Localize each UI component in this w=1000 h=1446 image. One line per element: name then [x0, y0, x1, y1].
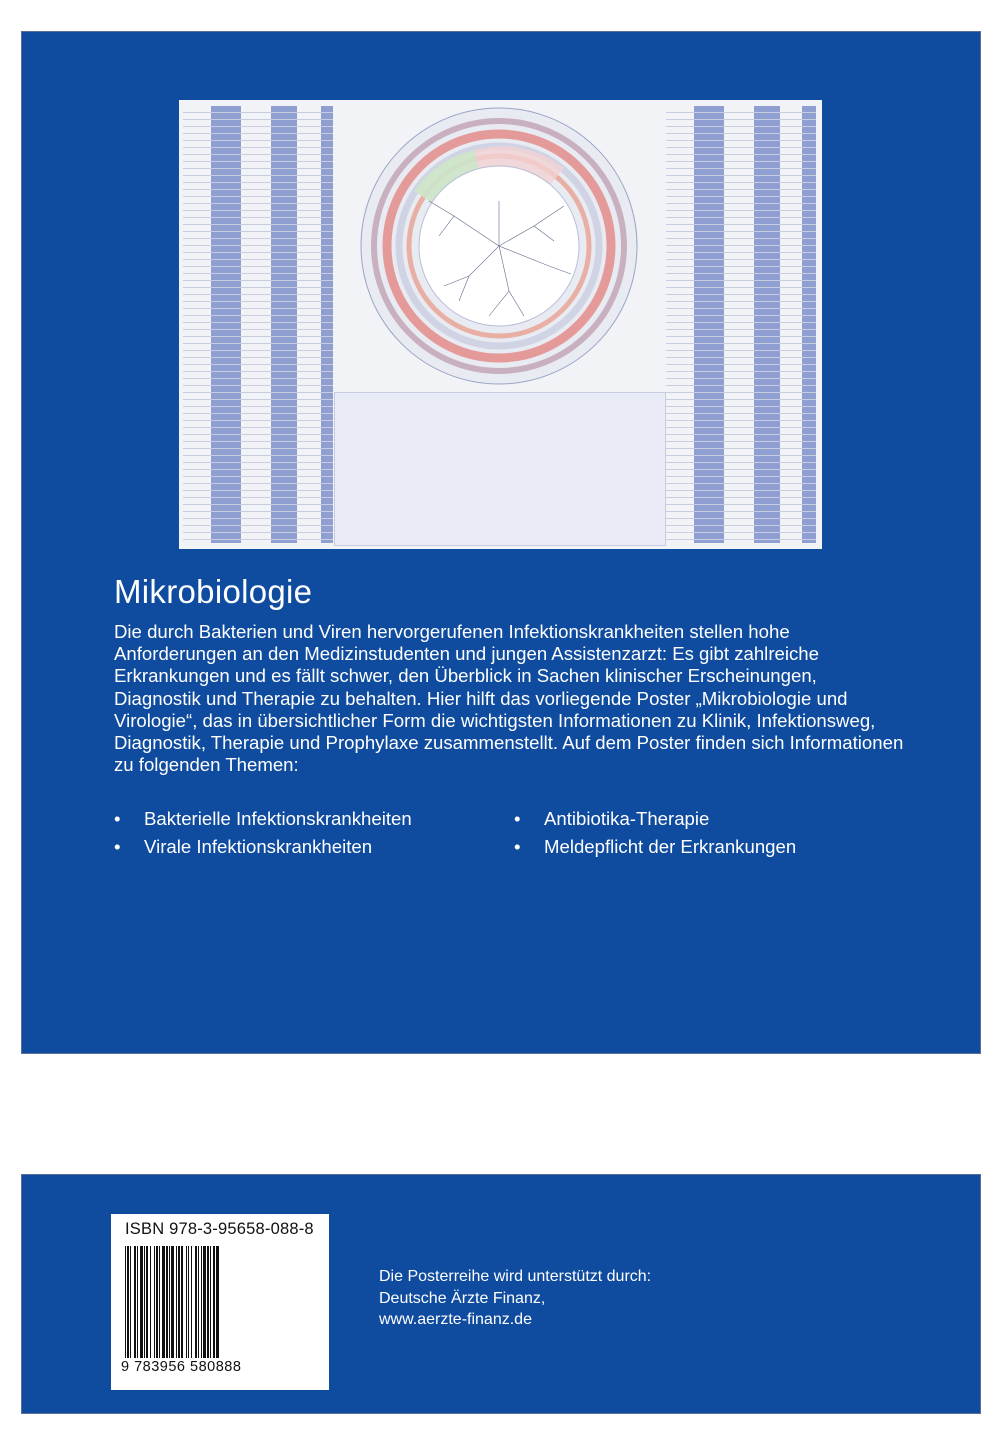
poster-thumbnail — [179, 100, 822, 549]
topic-label: Bakterielle Infektionskrankheiten — [144, 808, 412, 829]
list-item — [514, 808, 914, 830]
isbn-number: ISBN 978-3-95658-088-8 — [125, 1220, 314, 1238]
poster-left-table — [183, 106, 333, 543]
poster-circular-chart — [359, 106, 639, 391]
topic-label: Meldepflicht der Erkrankungen — [544, 836, 797, 857]
topic-list — [114, 808, 914, 858]
cover-top-panel — [21, 31, 981, 1054]
sponsor-line: www.aerzte-finanz.de — [379, 1311, 532, 1328]
poster-right-table — [666, 106, 816, 543]
sponsor-note — [379, 1266, 651, 1331]
list-item — [114, 836, 514, 858]
bullet-icon: • — [514, 836, 521, 857]
topic-label: Virale Infektionskrankheiten — [144, 836, 373, 857]
book-title: Mikrobiologie — [114, 573, 313, 610]
topic-label: Antibiotika-Therapie — [544, 808, 710, 829]
list-item — [114, 808, 514, 830]
book-description: Die durch Bakterien und Viren hervorgerufenen Infektionskrankheiten stellen hohe Anforderungen an den Medizinstudenten und jungen Assistenzarzt: Es gibt zahlreiche Erkrankungen und es fällt schwer, den Überblick in Sachen klinischer Erscheinungen, Diagnostik und Therapie zu behalten. Hier hilft das vorliegende Poster „Mikrobiologie und Virologie“, das in übersichtlicher Form die wichtigsten Informationen zu Klinik, Infektionsweg, Diagnostik, Therapie und Prophylaxe zusammenstellt. Auf dem Poster finden sich Informationen zu folgenden Themen: — [114, 621, 904, 776]
bullet-icon: • — [514, 808, 521, 829]
bullet-icon: • — [114, 836, 121, 857]
sponsor-line: Die Posterreihe wird unterstützt durch: — [379, 1268, 652, 1285]
barcode-number: 9 783956 580888 — [121, 1359, 242, 1375]
sponsor-line: Deutsche Ärzte Finanz, — [379, 1289, 546, 1307]
cover-bottom-panel — [21, 1174, 981, 1414]
barcode-label — [111, 1214, 329, 1390]
bullet-icon: • — [114, 808, 121, 829]
barcode-bars — [125, 1246, 301, 1358]
list-item — [514, 836, 914, 858]
poster-bottom-tables — [334, 392, 666, 546]
